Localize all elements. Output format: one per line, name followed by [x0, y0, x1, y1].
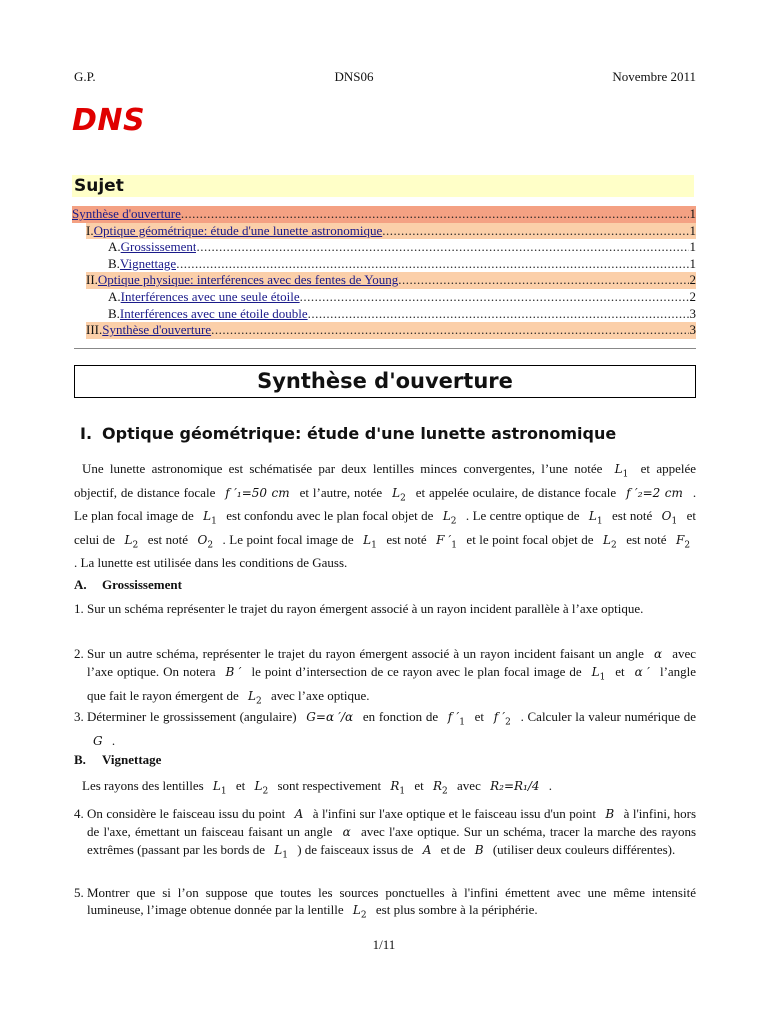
- toc-link[interactable]: Synthèse d'ouverture: [102, 322, 212, 338]
- question-2: 2. Sur un autre schéma, représenter le trajet du rayon émergent associé à un rayon incident faisant un angle α avec l’axe optique. On notera B ′ le point d’intersection de ce rayon avec le plan focal image de $L_1$ et α ′ l’angle que fait le rayon émergent de $L_2$ avec l’axe optique.: [74, 646, 697, 707]
- toc-leader: [181, 206, 689, 223]
- toc-link[interactable]: Grossissement: [120, 239, 197, 255]
- toc-page: 3: [689, 322, 696, 338]
- toc-entry-synthese[interactable]: [72, 206, 696, 223]
- toc-link[interactable]: Interférences avec une seule étoile: [120, 288, 300, 304]
- toc-link[interactable]: Optique physique: interférences avec des fentes de Young: [97, 272, 399, 288]
- toc-page: 2: [689, 272, 696, 288]
- toc-leader: [176, 256, 688, 273]
- toc-page: 2: [689, 288, 696, 304]
- divider: [74, 348, 696, 349]
- sujet-heading: Sujet: [72, 175, 694, 197]
- toc-entry-etoile-double[interactable]: B. Interférences avec une étoile double ..... 3: [108, 306, 696, 323]
- table-of-contents: [72, 206, 696, 339]
- toc-link[interactable]: Vignettage: [119, 255, 177, 271]
- toc-entry-une-etoile[interactable]: A. Interférences avec une seule étoile ..... 2: [108, 289, 696, 306]
- toc-page: 1: [689, 206, 696, 221]
- toc-entry-synthese-ouverture[interactable]: III. Synthèse d'ouverture ..... 3: [86, 322, 696, 339]
- toc-leader: [211, 322, 688, 339]
- subsection-heading-a: A. Grossissement: [74, 577, 182, 592]
- section-title: Synthèse d'ouverture: [74, 365, 696, 398]
- vignettage-paragraph: Les rayons des lentilles $L_1$ et $L_2$ sont respectivement $R_1$ et $R_2$ avec R₂=R₁/4 .: [82, 778, 553, 797]
- document-title: DNS: [72, 103, 146, 138]
- question-1: 1. Sur un schéma représenter le trajet du rayon émergent associé à un rayon incident parallèle à l’axe optique.: [74, 601, 644, 616]
- question-4: 4. On considère le faisceau issu du point A à l'infini sur l'axe optique et le faisceau issu d'un point B à l'infini, hors de l'axe, émettant un faisceau faisant un angle α avec l'axe optique. Sur un schéma, tracer la marche des rayons extrêmes (passant par les bords de $L_1$ ) de faisceaux issus de A et de B (utiliser deux couleurs différentes).: [74, 806, 697, 861]
- toc-link[interactable]: Optique géométrique: étude d'une lunette astronomique: [93, 222, 383, 238]
- toc-leader: [382, 223, 688, 240]
- part-heading: I. Optique géométrique: étude d'une lunette astronomique: [80, 424, 617, 443]
- toc-entry-grossissement[interactable]: A. Grossissement ..... 1: [108, 239, 696, 256]
- question-5: 5. Montrer que si l’on suppose que toutes les sources ponctuelles à l'infini émettent avec une même intensité lumineuse, l’image obtenue donnée par la lentille $L_2$ est plus sombre à la périphérie.: [74, 885, 696, 921]
- toc-entry-vignettage[interactable]: B. Vignettage ..... 1: [108, 256, 696, 273]
- subsection-heading-b: B. Vignettage: [74, 752, 162, 767]
- header-doc-id: DNS06: [334, 69, 374, 84]
- toc-page: 3: [689, 305, 696, 321]
- toc-entry-optique-physique[interactable]: II. Optique physique: interférences avec des fentes de Young ..... 2: [86, 272, 696, 289]
- toc-page: 1: [689, 255, 696, 271]
- toc-link[interactable]: Interférences avec une étoile double: [119, 305, 308, 321]
- toc-entry-optique-geometrique[interactable]: I. Optique géométrique: étude d'une lunette astronomique ..... 1: [86, 223, 696, 240]
- header-author: G.P.: [74, 69, 96, 84]
- toc-page: 1: [689, 239, 696, 255]
- toc-leader: [308, 306, 689, 323]
- toc-page: 1: [689, 222, 696, 238]
- toc-leader: [300, 289, 689, 306]
- question-3: 3. Déterminer le grossissement (angulaire) G=α ′/α en fonction de f $'_1$ et f $'_2$ . Calculer la valeur numérique de G .: [74, 709, 697, 748]
- page-header: [74, 69, 696, 85]
- toc-leader: [398, 272, 688, 289]
- header-date: Novembre 2011: [612, 69, 696, 84]
- page-number: 1/11: [372, 937, 396, 952]
- toc-leader: [196, 239, 688, 256]
- toc-link[interactable]: Synthèse d'ouverture: [72, 206, 181, 221]
- intro-paragraph: Une lunette astronomique est schématisée par deux lentilles minces convergentes, l’une notée $L_1$ et appelée objectif, de distance focale f ′₁=50 cm et l’autre, notée $L_2$ et appelée oculaire, de distance focale f ′₂=2 cm . Le plan focal image de $L_1$ est confondu avec le plan focal objet de $L_2$ . Le centre optique de $L_1$ est noté $O_1$ et celui de $L_2$ est noté $O_2$ . Le point focal image de $L_1$ est noté F $'_1$ et le point focal objet de $L_2$ est noté $F_2$ . La lunette est utilisée dans les conditions de Gauss.: [74, 461, 697, 571]
